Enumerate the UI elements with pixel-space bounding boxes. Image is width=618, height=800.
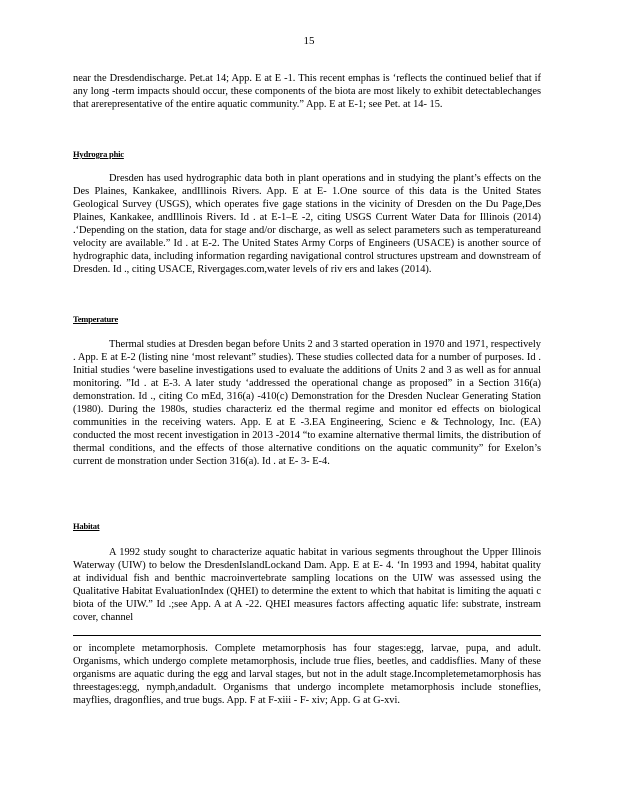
paragraph-hydrographic-text: Dresden has used hydrographic data both in plant operations and in studying the plant’s effects on the Des Plaines, Kankakee, andIllinois Rivers. App. E at E- 1.One source of this data is the United States Geological Survey (USGS), which operates five gage stations in the vicinity of Dresden on the Du Page,Des Plaines, Kankakee, andIllinois Rivers. Id . at E-1–E -2, citing USGS Current Water Data for Illinois (2014) .‘Depending on the station, data for stage and/or discharge, as well as select parameters such as temperatureand velocity are available.” Id . at E-2. The United States Army Corps of Engineers (USACE) is another source of hydrographic data, including information regarding navigational control structures upstream and downstream of Dresden. Id ., citing USACE, Rivergages.com,water levels of riv ers and lakes (2014). <box>73 173 541 275</box>
paragraph-temperature <box>73 338 541 468</box>
footnote <box>73 642 541 707</box>
footnote-text: or incomplete metamorphosis. Complete metamorphosis has four stages:egg, larvae, pupa, and adult. Organisms, which undergo complete metamorphosis, include true flies, beetles, and caddisflies. Many of these organisms are aquatic during the egg and larval stages, but not in the adult stage.Incompletemetamorphosis has threestages:egg, nymph,andadult. Organisms that undergo incomplete metamorphosis include stoneflies, mayflies, dragonflies, and true bugs. App. F at F-xiii - F- xiv; App. G at G-xvi. <box>73 643 541 706</box>
paragraph-hydrographic <box>73 172 541 276</box>
footnote-divider <box>73 635 541 636</box>
page-number: 15 <box>303 35 315 47</box>
paragraph-intro <box>73 72 541 111</box>
heading-habitat: Habitat <box>73 521 100 531</box>
paragraph-habitat-text: A 1992 study sought to characterize aquatic habitat in various segments throughout the Upper Illinois Waterway (UIW) to below the DresdenIslandLockand Dam. App. E at E- 4. ‘In 1993 and 1994, habitat quality at individual fish and benthic macroinvertebrate sampling locations on the UIW was assessed using the Qualitative Habitat EvaluationIndex (QHEI) to determine the extent to which that habitat is limiting the aquati c biota of the UIW.” Id .;see App. A at A -22. QHEI measures factors affecting aquatic life: substrate, instream cover, channel <box>73 547 541 623</box>
heading-hydrographic: Hydrogra phic <box>73 149 124 159</box>
paragraph-habitat <box>73 546 541 624</box>
paragraph-temperature-text: Thermal studies at Dresden began before Units 2 and 3 started operation in 1970 and 1971, respectively . App. E at E-2 (listing nine ‘most relevant” studies). These studies collected data for a number of purposes. Id . Initial studies ‘were baseline investigations used to evaluate the additions of Units 2 and 3 as well as for annual monitoring. ”Id . at E-3. A later study ‘addressed the operational change as proposed” in a Section 316(a) demonstration. Id ., citing Co mEd, 316(a) -410(c) Demonstration for the Dresden Nuclear Generating Station (1980). During the 1980s, studies characteriz ed the thermal regime and monitor ed effects on biological communities in the receiving waters. App. E at E -3.EA Engineering, Scienc e & Technology, Inc. (EA) conducted the most recent investigation in 2013 -2014 “to examine alternative thermal limits, the distribution of thermal conditions, and the effects of those alternative conditions on the aquatic community” for Exelon’s current de monstration under Section 316(a). Id . at E- 3- E-4. <box>73 339 541 467</box>
paragraph-intro-text: near the Dresdendischarge. Pet.at 14; App. E at E -1. This recent emphas is ‘reflects the continued belief that if any long -term impacts should occur, these components of the biota are most likely to exhibit detectablechanges that arerepresentative of the entire aquatic community.” App. E at E-1; see Pet. at 14- 15. <box>73 73 541 110</box>
heading-temperature: Temperature <box>73 314 119 324</box>
